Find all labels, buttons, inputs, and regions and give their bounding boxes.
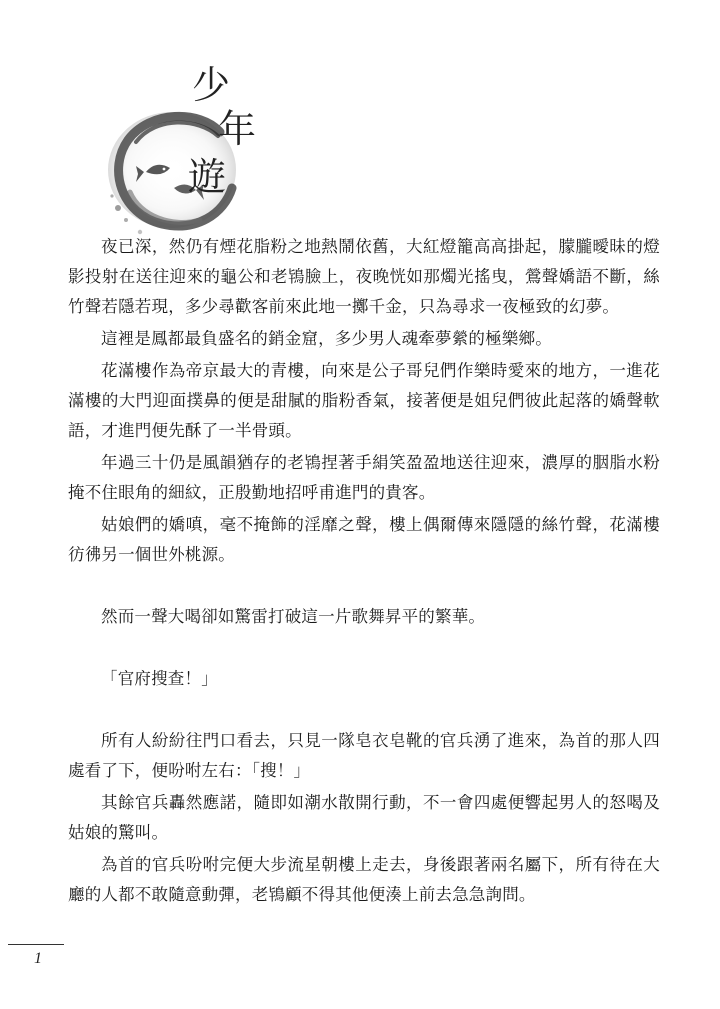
- page-number: 1: [34, 950, 42, 967]
- paragraph: 所有人紛紛往門口看去，只見一隊皂衣皂靴的官兵湧了進來，為首的那人四處看了下，便吩咐左右：「搜！」: [68, 731, 660, 780]
- footer-rule: [8, 944, 64, 945]
- paragraph: 其餘官兵轟然應諾，隨即如潮水散開行動，不一會四處便響起男人的怒喝及姑娘的驚叫。: [68, 793, 660, 842]
- chapter-title-char-3: 遊: [188, 155, 227, 199]
- paragraph: 花滿樓作為帝京最大的青樓，向來是公子哥兒們作樂時愛來的地方，一進花滿樓的大門迎面撲鼻的便是甜膩的脂粉香氣，接著便是姐兒們彼此起落的嬌聲軟語，才進門便先酥了一半骨頭。: [68, 361, 660, 440]
- paragraph: 然而一聲大喝卻如驚雷打破這一片歌舞昇平的繁華。: [101, 607, 486, 626]
- paragraph: 這裡是鳳都最負盛名的銷金窟，多少男人魂牽夢縈的極樂鄉。: [101, 329, 552, 348]
- chapter-body: [68, 232, 660, 912]
- chapter-title-char-2: 年: [218, 107, 257, 151]
- chapter-title-block: [100, 62, 280, 222]
- chapter-title-char-1: 少: [192, 63, 231, 107]
- paragraph: 年過三十仍是風韻猶存的老鴇捏著手絹笑盈盈地送往迎來，濃厚的胭脂水粉掩不住眼角的細紋，正殷勤地招呼甫進門的貴客。: [68, 453, 660, 502]
- paragraph: 姑娘們的嬌嗔，毫不掩飾的淫靡之聲，樓上偶爾傳來隱隱的絲竹聲，花滿樓彷彿另一個世外桃源。: [68, 515, 660, 564]
- paragraph: 夜已深，然仍有煙花脂粉之地熱鬧依舊，大紅燈籠高高掛起，朦朧曖昧的燈影投射在送往迎來的龜公和老鴇臉上，夜晚恍如那燭光搖曳，鶯聲嬌語不斷，絲竹聲若隱若現，多少尋歡客前來此地一擲千金，只為尋求一夜極致的幻夢。: [68, 237, 660, 316]
- dialogue-line: 「官府搜查！」: [101, 669, 218, 688]
- paragraph: 為首的官兵吩咐完便大步流星朝樓上走去，身後跟著兩名屬下，所有待在大廳的人都不敢隨意動彈，老鴇顧不得其他便湊上前去急急詢問。: [68, 855, 660, 904]
